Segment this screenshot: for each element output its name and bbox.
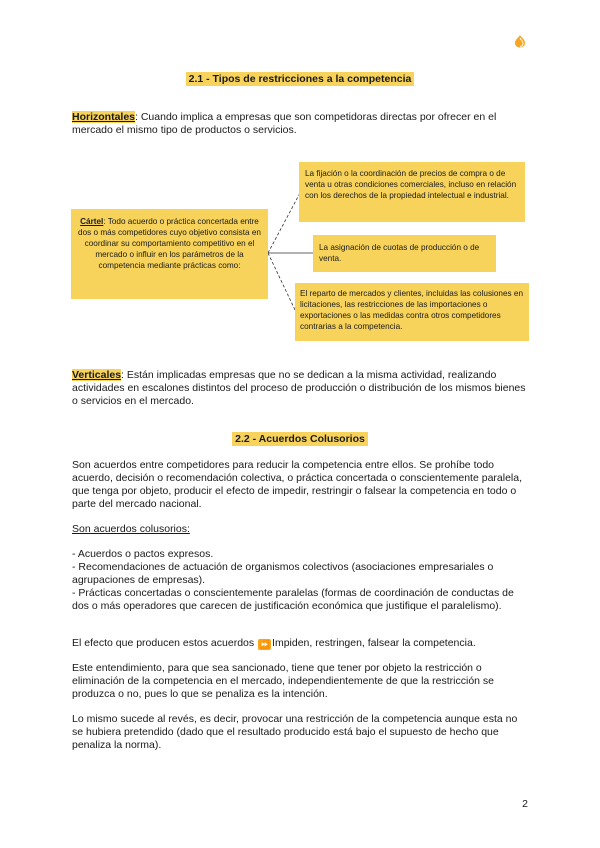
practice-text: El reparto de mercados y clientes, incluidas las colusiones en licitaciones, las restricciones de las importaciones o exportaciones o las medidas contra otros competidores contrarias a la competencia. (300, 289, 523, 331)
list-item: - Prácticas concertadas o conscientemente paralelas (formas de coordinación de conductas de dos o más operadores que carecen de justificación económica que justifique el paralelismo). (72, 587, 514, 612)
horizontales-label: Horizontales (72, 111, 136, 123)
verticales-paragraph (72, 369, 528, 408)
practice-text: La asignación de cuotas de producción o de venta. (319, 243, 480, 263)
effect-suffix: Impiden, restringen, falsear la competencia. (272, 637, 476, 649)
verticales-label: Verticales (72, 369, 122, 381)
practice-box-precios (299, 162, 525, 222)
acuerdos-intro: Son acuerdos entre competidores para reducir la competencia entre ellos. Se prohíbe todo acuerdo, decisión o recomendación colectiva, o práctica concertada o conscientemente paralela, que tenga por objeto, producir el efecto de impedir, restringir o falsear la competencia en todo o parte del mercado nacional. (72, 459, 523, 510)
verticales-text: : Están implicadas empresas que no se dedican a la misma actividad, realizando actividades en escalones distintos del proceso de producción o distribución de los mismos bienes o servicios en el mercado. (72, 369, 526, 407)
cartel-box (71, 209, 268, 299)
list-title: Son acuerdos colusorios: (72, 523, 190, 535)
section-title-text: 2.1 - Tipos de restricciones a la competencia (186, 72, 415, 86)
practice-box-cuotas (313, 235, 496, 272)
list-item: - Acuerdos o pactos expresos. (72, 548, 214, 560)
acuerdos-list (72, 548, 528, 613)
page-number: 2 (522, 798, 528, 810)
cartel-text: : Todo acuerdo o práctica concertada entre dos o más competidores cuyo objetivo consista en coordinar su comportamiento competitivo en el mercado o influir en los parámetros de la competencia mediante prácticas como: (78, 217, 261, 270)
horizontales-text: : Cuando implica a empresas que son competidoras directas por ofrecer en el mercado el mismo tipo de productos o servicios. (72, 111, 497, 136)
effect-prefix: El efecto que producen estos acuerdos (72, 637, 255, 649)
practice-box-reparto (295, 283, 529, 341)
connector-line-3 (268, 253, 296, 312)
list-item: - Recomendaciones de actuación de organismos colectivos (asociaciones empresariales o agrupaciones de empresas). (72, 561, 494, 586)
connector-line-1 (268, 193, 300, 253)
fast-forward-icon: ⏩ (259, 640, 270, 649)
practice-text: La fijación o la coordinación de precios de compra o de venta u otras condiciones comerciales, incluso en relación con los derechos de la propiedad intelectual e industrial. (305, 169, 517, 200)
reverse-paragraph: Lo mismo sucede al revés, es decir, provocar una restricción de la competencia aunque esta no se hubiera pretendido (dado que el resultado producido está bajo el supuesto de hecho que penaliza la norma). (72, 713, 518, 751)
effect-paragraph (72, 637, 528, 650)
section-title-acuerdos (0, 433, 600, 445)
section-title-text: 2.2 - Acuerdos Colusorios (232, 432, 368, 446)
sanction-paragraph: Este entendimiento, para que sea sancionado, tiene que tener por objeto la restricción o eliminación de la competencia en el mercado, independientemente de que la restricción se produzca o no, pues lo que se penaliza es la intención. (72, 662, 495, 700)
cartel-label: Cártel (80, 217, 104, 226)
